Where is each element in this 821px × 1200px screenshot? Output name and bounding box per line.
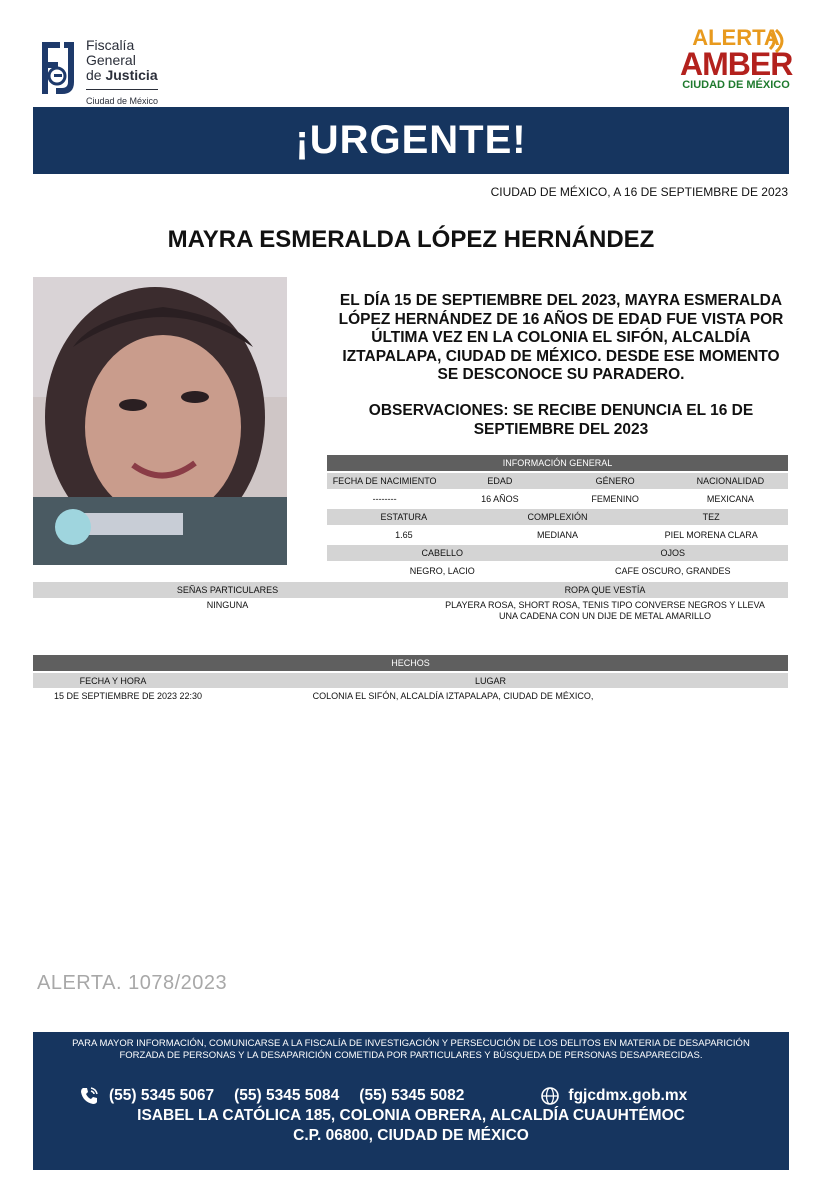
value-distinguishing-marks: NINGUNA (206, 600, 249, 610)
amber-waves-icon (766, 29, 792, 55)
fgj-logo (34, 37, 164, 106)
value-height: 1.65 (395, 530, 413, 540)
person-name: MAYRA ESMERALDA LÓPEZ HERNÁNDEZ (167, 226, 655, 253)
address (33, 1106, 789, 1146)
hechos-header-row (33, 673, 788, 689)
alert-number: ALERTA. 1078/2023 (37, 972, 228, 994)
phone-icon (79, 1086, 99, 1106)
value-hair: NEGRO, LACIO (409, 566, 475, 576)
fgj-line1: Fiscalía (86, 37, 135, 53)
header-birthdate: FECHA DE NACIMIENTO (332, 476, 437, 486)
observations: OBSERVACIONES: SE RECIBE DENUNCIA EL 16 DE SEPTIEMBRE DEL 2023 (368, 402, 754, 438)
header-clothing: ROPA QUE VESTÍA (564, 585, 646, 595)
fgj-line3-strong: Justicia (105, 67, 158, 83)
info-header-row-2 (327, 509, 788, 525)
hechos-title-row (33, 655, 788, 671)
header-age: EDAD (487, 476, 513, 486)
address-line1: ISABEL LA CATÓLICA 185, COLONIA OBRERA, ALCALDÍA CUAUHTÉMOC (137, 1107, 685, 1124)
header-hair: CABELLO (421, 548, 464, 558)
info-header-row-3 (327, 545, 788, 561)
info-header-row-4 (33, 582, 788, 598)
header-place: LUGAR (474, 676, 506, 686)
footer (33, 1032, 789, 1170)
address-line2: C.P. 06800, CIUDAD DE MÉXICO (293, 1127, 529, 1144)
person-photo (33, 277, 287, 565)
value-birthdate: -------- (372, 494, 397, 504)
date-line: CIUDAD DE MÉXICO, A 16 DE SEPTIEMBRE DE 2023 (490, 185, 788, 199)
value-complexion: PIEL MORENA CLARA (664, 530, 758, 540)
phone-2[interactable]: (55) 5345 5084 (234, 1087, 340, 1104)
header-distinguishing-marks: SEÑAS PARTICULARES (176, 585, 279, 595)
phone-3[interactable]: (55) 5345 5082 (359, 1087, 465, 1104)
fgj-name (86, 38, 158, 109)
hechos-value-row (33, 688, 788, 704)
portrait-illustration (33, 277, 287, 565)
amber-line2: AMBER (680, 46, 793, 82)
value-eyes: CAFE OSCURO, GRANDES (614, 566, 731, 576)
header-nationality: NACIONALIDAD (696, 476, 765, 486)
fgj-emblem-icon (34, 38, 80, 98)
website-link[interactable]: fgjcdmx.gob.mx (568, 1087, 688, 1104)
info-value-row-4 (33, 598, 788, 622)
info-title: INFORMACIÓN GENERAL (502, 458, 613, 468)
amber-line1: ALERTA (692, 25, 780, 50)
info-value-row-3 (327, 563, 788, 579)
header-height: ESTATURA (380, 512, 428, 522)
contact-row (79, 1086, 779, 1106)
value-build: MEDIANA (537, 530, 579, 540)
header-eyes: OJOS (660, 548, 685, 558)
globe-icon (540, 1086, 560, 1106)
hechos-title: HECHOS (391, 658, 430, 668)
header-date-time: FECHA Y HORA (79, 676, 147, 686)
fgj-line3 (86, 68, 158, 83)
urgent-banner: ¡URGENTE! (33, 107, 789, 174)
info-value-row-2 (327, 527, 788, 543)
info-value-row-1 (327, 491, 788, 507)
description: EL DÍA 15 DE SEPTIEMBRE DEL 2023, MAYRA ESMERALDA LÓPEZ HERNÁNDEZ DE 16 AÑOS DE EDAD FUE VISTA POR ÚLTIMA VEZ EN LA COLONIA EL SIFÓN, ALCALDÍA IZTAPALAPA, CIUDAD DE MÉXICO. DESDE ESE MOMENTO SE DESCONOCE SU PARADERO. (338, 292, 784, 383)
phone-1[interactable]: (55) 5345 5067 (109, 1087, 215, 1104)
alerta-amber-logo (680, 27, 792, 101)
info-title-row (327, 455, 788, 471)
value-nationality: MEXICANA (706, 494, 754, 504)
header-build: COMPLEXIÓN (527, 512, 588, 522)
fgj-line2: General (86, 52, 136, 68)
value-gender: FEMENINO (591, 494, 639, 504)
fgj-sub: Ciudad de México (86, 89, 158, 109)
header-gender: GÉNERO (595, 476, 635, 486)
fgj-line3-prefix: de (86, 67, 106, 83)
footer-note: PARA MAYOR INFORMACIÓN, COMUNICARSE A LA FISCALÍA DE INVESTIGACIÓN Y PERSECUCIÓN DE LOS DELITOS EN MATERIA DE DESAPARICIÓN FORZADA DE PERSONAS Y LA DESAPARICIÓN COMETIDA POR PARTICULARES Y BÚSQUEDA DE PERSONAS DESAPARECIDAS. (72, 1038, 750, 1061)
value-age: 16 AÑOS (481, 494, 519, 504)
amber-line3: CIUDAD DE MÉXICO (682, 79, 790, 91)
info-header-row-1 (327, 473, 788, 489)
value-date-time: 15 DE SEPTIEMBRE DE 2023 22:30 (53, 691, 203, 701)
header-complexion: TEZ (702, 512, 720, 522)
value-clothing: PLAYERA ROSA, SHORT ROSA, TENIS TIPO CONVERSE NEGROS Y LLEVA UNA CADENA CON UN DIJE DE METAL AMARILLO (445, 600, 765, 621)
value-place: COLONIA EL SIFÓN, ALCALDÍA IZTAPALAPA, CIUDAD DE MÉXICO, (312, 691, 594, 701)
